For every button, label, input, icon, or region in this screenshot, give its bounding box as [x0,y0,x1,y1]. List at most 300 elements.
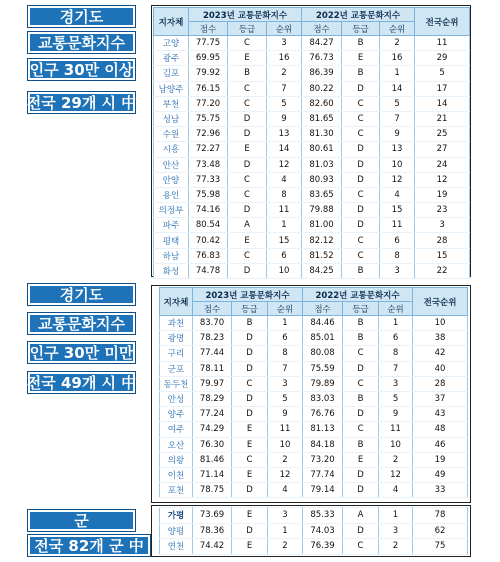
region-cell: 성남 [154,111,189,126]
order-2023-cell: 15 [267,233,302,248]
header-national-rank: 전국순위 [415,8,470,36]
region-cell: 파주 [154,218,189,233]
order-2022-cell: 3 [379,523,413,539]
region-cell: 김포 [154,66,189,81]
score-2023-cell: 72.96 [189,127,228,142]
score-2023-cell: 78.29 [193,391,232,406]
grade-2022-cell: D [342,142,380,157]
score-2023-cell: 81.46 [193,452,232,467]
region-cell: 안산 [154,157,189,172]
grade-2022-cell: C [343,346,379,361]
section1-table-body [154,36,470,279]
region-cell: 광명 [160,331,193,346]
order-2023-cell: 3 [267,36,302,51]
table-row [160,508,468,524]
grade-2022-cell: D [343,467,379,482]
order-2022-cell: 6 [379,331,413,346]
national-rank-cell: 28 [413,376,468,391]
score-2023-cell: 72.27 [189,142,228,157]
score-2022-cell: 84.27 [302,36,342,51]
region-cell: 시흥 [154,142,189,157]
score-2022-cell: 86.39 [302,66,342,81]
table-row [160,361,468,376]
score-2023-cell: 79.97 [193,376,232,391]
score-2023-cell: 74.78 [189,263,228,278]
section2-table-body [160,316,468,498]
region-cell: 안양 [154,172,189,187]
table-row [160,331,468,346]
national-rank-cell: 42 [413,346,468,361]
region-cell: 오산 [160,437,193,452]
national-rank-cell: 78 [413,508,468,524]
grade-2022-cell: C [342,96,380,111]
national-rank-cell: 62 [413,523,468,539]
header-order-2022: 순위 [379,302,413,316]
order-2023-cell: 3 [268,376,303,391]
table-row [154,81,470,96]
score-2023-cell: 77.20 [189,96,228,111]
header-score-2023: 점수 [189,22,228,36]
section3-table-body [160,508,468,555]
grade-2023-cell: C [228,36,267,51]
grade-2023-cell: D [228,111,267,126]
region-cell: 의정부 [154,203,189,218]
score-2023-cell: 80.54 [189,218,228,233]
order-2023-cell: 10 [268,437,303,452]
order-2022-cell: 15 [380,203,415,218]
grade-2022-cell: B [342,263,380,278]
grade-2022-cell: C [343,422,379,437]
score-2023-cell: 77.33 [189,172,228,187]
grade-2023-cell: C [228,248,267,263]
grade-2023-cell: D [228,157,267,172]
order-2022-cell: 1 [379,508,413,524]
national-rank-cell: 43 [413,407,468,422]
score-2022-cell: 79.88 [302,203,342,218]
score-2022-cell: 81.30 [302,127,342,142]
score-2023-cell: 78.36 [193,523,232,539]
order-2023-cell: 9 [267,111,302,126]
table-row [160,523,468,539]
score-2022-cell: 79.14 [303,483,343,498]
order-2023-cell: 9 [268,407,303,422]
order-2023-cell: 4 [268,483,303,498]
score-2023-cell: 76.15 [189,81,228,96]
grade-2023-cell: D [232,391,268,406]
table-row [160,391,468,406]
grade-2022-cell: B [343,316,379,331]
score-2022-cell: 74.03 [303,523,343,539]
table-row [160,316,468,331]
header-2023: 2023년 교통문화지수 [189,8,302,22]
national-rank-cell: 49 [413,467,468,482]
region-cell: 수원 [154,127,189,142]
grade-2023-cell: D [232,331,268,346]
header-score-2022: 점수 [303,302,343,316]
region-cell: 이천 [160,467,193,482]
header-grade-2022: 등급 [343,302,379,316]
order-2023-cell: 12 [267,157,302,172]
national-rank-cell: 15 [415,248,470,263]
order-2023-cell: 13 [267,127,302,142]
order-2022-cell: 5 [380,96,415,111]
grade-2022-cell: D [342,218,380,233]
order-2022-cell: 2 [379,539,413,555]
grade-2023-cell: D [228,263,267,278]
score-2022-cell: 76.73 [302,51,342,66]
grade-2023-cell: E [232,437,268,452]
table-row [154,111,470,126]
table-row [160,539,468,555]
region-cell: 부천 [154,96,189,111]
national-rank-cell: 24 [415,157,470,172]
grade-2023-cell: E [232,467,268,482]
grade-2023-cell: A [228,218,267,233]
region-cell: 남양주 [154,81,189,96]
grade-2023-cell: D [228,127,267,142]
grade-2022-cell: D [342,157,380,172]
national-rank-cell: 40 [413,361,468,376]
order-2022-cell: 4 [379,483,413,498]
grade-2023-cell: C [232,376,268,391]
score-2023-cell: 78.11 [193,361,232,376]
score-2023-cell: 83.70 [193,316,232,331]
order-2023-cell: 7 [268,361,303,376]
order-2023-cell: 2 [267,66,302,81]
order-2023-cell: 2 [268,452,303,467]
grade-2022-cell: D [342,81,380,96]
score-2022-cell: 82.60 [302,96,342,111]
section3-county-label: 군 [28,510,135,531]
score-2022-cell: 82.12 [302,233,342,248]
score-2023-cell: 69.95 [189,51,228,66]
grade-2022-cell: B [343,331,379,346]
table-row [154,187,470,202]
order-2022-cell: 8 [379,346,413,361]
section1-population-label: 인구 30만 이상 [29,61,134,79]
score-2022-cell: 81.13 [303,422,343,437]
grade-2023-cell: C [228,81,267,96]
national-rank-cell: 28 [415,233,470,248]
score-2022-cell: 79.89 [303,376,343,391]
order-2022-cell: 3 [380,263,415,278]
section2-table-header [160,288,468,316]
table-row [160,483,468,498]
table-row [154,218,470,233]
grade-2022-cell: D [343,361,379,376]
order-2022-cell: 10 [379,437,413,452]
national-rank-cell: 38 [413,331,468,346]
header-grade-2023: 등급 [232,302,268,316]
header-grade-2022: 등급 [342,22,380,36]
order-2023-cell: 5 [267,96,302,111]
order-2023-cell: 11 [267,203,302,218]
order-2022-cell: 12 [380,172,415,187]
order-2023-cell: 6 [267,248,302,263]
score-2023-cell: 75.75 [189,111,228,126]
order-2023-cell: 8 [268,346,303,361]
national-rank-cell: 11 [415,36,470,51]
national-rank-cell: 12 [415,172,470,187]
region-cell: 안성 [160,391,193,406]
section3-nation-label: 전국 82개 군 中 [28,535,150,556]
score-2022-cell: 81.00 [302,218,342,233]
score-2023-cell: 77.75 [189,36,228,51]
grade-2023-cell: B [232,316,268,331]
region-cell: 연천 [160,539,193,555]
region-cell: 과천 [160,316,193,331]
grade-2022-cell: C [342,111,380,126]
region-cell: 화성 [154,263,189,278]
header-order-2023: 순위 [267,22,302,36]
order-2022-cell: 5 [379,391,413,406]
grade-2023-cell: B [228,66,267,81]
score-2023-cell: 73.48 [189,157,228,172]
national-rank-cell: 22 [415,263,470,278]
table-row [154,248,470,263]
table-row [154,36,470,51]
score-2022-cell: 85.01 [303,331,343,346]
section2-table [159,287,468,498]
score-2023-cell: 70.42 [189,233,228,248]
region-cell: 가평 [160,508,193,524]
grade-2022-cell: B [343,437,379,452]
header-score-2022: 점수 [302,22,342,36]
table-row [160,346,468,361]
national-rank-cell: 75 [413,539,468,555]
grade-2023-cell: C [232,452,268,467]
national-rank-cell: 17 [415,81,470,96]
grade-2022-cell: C [342,127,380,142]
table-row [160,376,468,391]
header-grade-2023: 등급 [228,22,267,36]
order-2022-cell: 1 [380,66,415,81]
order-2022-cell: 7 [379,361,413,376]
section2-nation-label: 전국 49개 시 中 [26,374,137,392]
region-cell: 하남 [154,248,189,263]
grade-2023-cell: D [232,407,268,422]
score-2022-cell: 77.74 [303,467,343,482]
grade-2023-cell: D [232,483,268,498]
order-2023-cell: 4 [267,172,302,187]
order-2023-cell: 16 [267,51,302,66]
table-row [154,51,470,66]
national-rank-cell: 23 [415,203,470,218]
score-2022-cell: 76.39 [303,539,343,555]
header-region: 지자체 [160,288,193,316]
order-2022-cell: 11 [379,422,413,437]
grade-2022-cell: C [343,376,379,391]
header-order-2023: 순위 [268,302,303,316]
section2-province-label: 경기도 [28,284,135,305]
order-2022-cell: 13 [380,142,415,157]
score-2022-cell: 76.76 [303,407,343,422]
order-2022-cell: 10 [380,157,415,172]
grade-2022-cell: B [343,391,379,406]
order-2023-cell: 12 [268,467,303,482]
table-row [160,407,468,422]
score-2022-cell: 75.59 [303,361,343,376]
region-cell: 양주 [160,407,193,422]
national-rank-cell: 33 [413,483,468,498]
grade-2023-cell: E [232,422,268,437]
order-2023-cell: 2 [268,539,303,555]
order-2023-cell: 11 [268,422,303,437]
grade-2022-cell: D [343,407,379,422]
order-2022-cell: 3 [379,376,413,391]
table-row [160,452,468,467]
region-cell: 포천 [160,483,193,498]
region-cell: 의왕 [160,452,193,467]
score-2023-cell: 74.42 [193,539,232,555]
grade-2022-cell: B [342,36,380,51]
section1-table [153,7,470,279]
national-rank-cell: 14 [415,96,470,111]
score-2022-cell: 80.08 [303,346,343,361]
grade-2022-cell: E [342,51,380,66]
grade-2023-cell: E [232,539,268,555]
national-rank-cell: 37 [413,391,468,406]
grade-2022-cell: A [343,508,379,524]
section1-nation-label: 전국 29개 시 中 [26,94,137,112]
table-row [154,263,470,278]
grade-2022-cell: C [342,233,380,248]
header-region: 지자체 [154,8,189,36]
score-2022-cell: 80.93 [302,172,342,187]
region-cell: 광주 [154,51,189,66]
order-2022-cell: 9 [379,407,413,422]
region-cell: 고양 [154,36,189,51]
order-2023-cell: 1 [267,218,302,233]
national-rank-cell: 27 [415,142,470,157]
header-score-2023: 점수 [193,302,232,316]
national-rank-cell: 48 [413,422,468,437]
table-row [160,467,468,482]
order-2023-cell: 1 [268,523,303,539]
region-cell: 여주 [160,422,193,437]
score-2022-cell: 73.20 [303,452,343,467]
section1-index-label: 교통문화지수 [28,32,135,53]
order-2023-cell: 8 [267,187,302,202]
grade-2022-cell: D [343,523,379,539]
grade-2023-cell: E [228,51,267,66]
score-2022-cell: 80.22 [302,81,342,96]
grade-2022-cell: C [342,248,380,263]
table-row [154,157,470,172]
grade-2022-cell: D [342,203,380,218]
order-2022-cell: 7 [380,111,415,126]
order-2022-cell: 9 [380,127,415,142]
score-2022-cell: 80.61 [302,142,342,157]
score-2023-cell: 76.83 [189,248,228,263]
score-2022-cell: 84.18 [303,437,343,452]
score-2023-cell: 75.98 [189,187,228,202]
region-cell: 구리 [160,346,193,361]
region-cell: 용인 [154,187,189,202]
region-cell: 평택 [154,233,189,248]
header-2022: 2022년 교통문화지수 [302,8,415,22]
order-2023-cell: 7 [267,81,302,96]
region-cell: 동두천 [160,376,193,391]
national-rank-cell: 19 [413,452,468,467]
score-2023-cell: 71.14 [193,467,232,482]
grade-2022-cell: C [343,539,379,555]
section3-table [159,507,468,555]
grade-2023-cell: D [232,361,268,376]
table-row [154,142,470,157]
table-row [160,422,468,437]
order-2023-cell: 3 [268,508,303,524]
table-row [154,233,470,248]
score-2022-cell: 84.46 [303,316,343,331]
table-row [154,66,470,81]
header-national-rank: 전국순위 [413,288,468,316]
national-rank-cell: 46 [413,437,468,452]
grade-2023-cell: D [232,346,268,361]
grade-2022-cell: C [342,187,380,202]
order-2022-cell: 8 [380,248,415,263]
table-row [154,203,470,218]
national-rank-cell: 19 [415,187,470,202]
grade-2023-cell: E [228,233,267,248]
score-2023-cell: 74.29 [193,422,232,437]
order-2022-cell: 2 [380,36,415,51]
region-cell: 군포 [160,361,193,376]
order-2023-cell: 10 [267,263,302,278]
table-row [160,437,468,452]
order-2022-cell: 2 [379,452,413,467]
grade-2023-cell: D [232,523,268,539]
section2-population-label: 인구 30만 미만 [29,344,134,362]
order-2022-cell: 11 [380,218,415,233]
table-row [154,172,470,187]
score-2022-cell: 84.25 [302,263,342,278]
score-2022-cell: 85.33 [303,508,343,524]
section2-index-label: 교통문화지수 [28,313,135,334]
grade-2022-cell: D [343,483,379,498]
grade-2023-cell: E [232,508,268,524]
grade-2022-cell: B [342,66,380,81]
grade-2023-cell: C [228,96,267,111]
national-rank-cell: 21 [415,111,470,126]
header-2022: 2022년 교통문화지수 [303,288,413,302]
grade-2023-cell: C [228,172,267,187]
national-rank-cell: 10 [413,316,468,331]
order-2023-cell: 14 [267,142,302,157]
score-2022-cell: 83.65 [302,187,342,202]
national-rank-cell: 25 [415,127,470,142]
score-2022-cell: 81.03 [302,157,342,172]
section1-province-label: 경기도 [28,6,135,27]
score-2023-cell: 73.69 [193,508,232,524]
header-2023: 2023년 교통문화지수 [193,288,303,302]
score-2023-cell: 78.75 [193,483,232,498]
header-order-2022: 순위 [380,22,415,36]
order-2023-cell: 1 [268,316,303,331]
grade-2022-cell: D [342,172,380,187]
grade-2023-cell: C [228,187,267,202]
order-2022-cell: 4 [380,187,415,202]
score-2023-cell: 77.24 [193,407,232,422]
order-2023-cell: 6 [268,331,303,346]
order-2023-cell: 5 [268,391,303,406]
score-2022-cell: 83.03 [303,391,343,406]
order-2022-cell: 6 [380,233,415,248]
section1-table-header [154,8,470,36]
grade-2023-cell: D [228,203,267,218]
national-rank-cell: 5 [415,66,470,81]
order-2022-cell: 14 [380,81,415,96]
